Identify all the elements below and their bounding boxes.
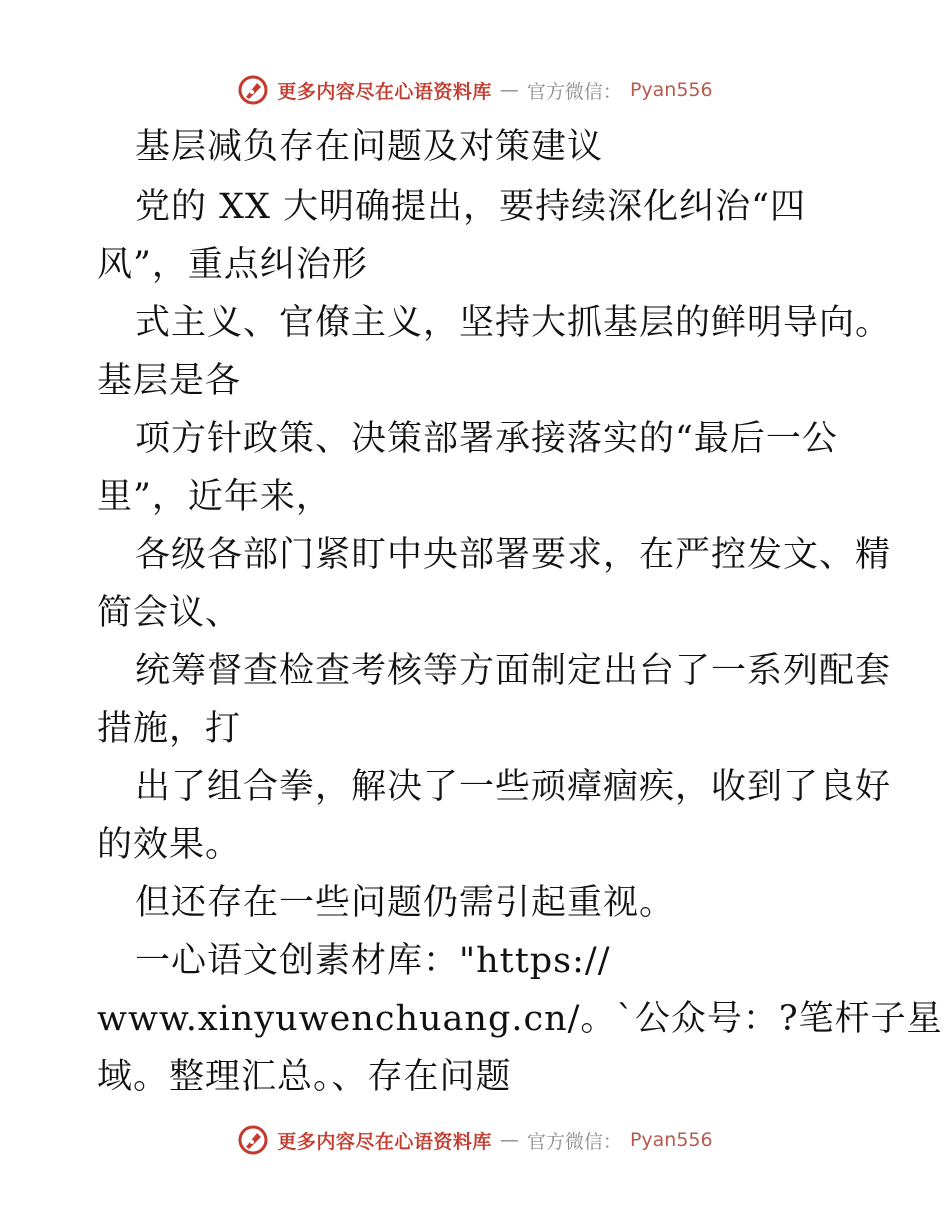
- text-line: 式主义、官僚主义，坚持大抓基层的鲜明导向。: [135, 303, 892, 343]
- banner-wechat-id: Pyan556: [629, 79, 713, 101]
- footer-banner: [0, 1120, 950, 1160]
- text-line: 各级各部门紧盯中央部署要求，在严控发文、精: [135, 535, 892, 575]
- document-title: 基层减负存在问题及对策建议: [135, 127, 604, 167]
- header-banner: [0, 70, 950, 110]
- text-line: 项方针政策、决策部署承接落实的“最后一公: [135, 419, 838, 459]
- text-line: 的效果。: [97, 825, 242, 865]
- banner-main-text: 更多内容尽在心语资料库: [277, 80, 492, 103]
- banner-separator: —: [499, 1129, 519, 1151]
- text-line: 党的 XX 大明确提出，要持续深化纠治“四: [135, 187, 806, 227]
- banner-official-label: 官方微信：: [526, 1130, 622, 1153]
- text-line: www.xinyuwenchuang.cn/。`公众号：?笔杆子星: [97, 999, 943, 1039]
- text-line: 风”，重点纠治形: [97, 245, 368, 285]
- pen-nib-logo-icon: [237, 1124, 269, 1156]
- text-line: 简会议、: [97, 593, 242, 633]
- text-line: 措施，打: [97, 709, 242, 749]
- text-line: 但还存在一些问题仍需引起重视。: [135, 883, 676, 923]
- banner-official-label: 官方微信：: [526, 80, 622, 103]
- pen-nib-logo-icon: [237, 74, 269, 106]
- banner-wechat-id: Pyan556: [629, 1129, 713, 1151]
- banner-separator: —: [499, 79, 519, 101]
- text-line: 里”，近年来，: [97, 477, 332, 517]
- banner-main-text: 更多内容尽在心语资料库: [277, 1130, 492, 1153]
- text-line: 基层是各: [97, 361, 242, 401]
- text-line: 域。整理汇总。、存在问题: [97, 1057, 512, 1097]
- text-line: 统筹督查检查考核等方面制定出台了一系列配套: [135, 651, 892, 691]
- text-line: 一心语文创素材库："https://: [135, 941, 611, 981]
- text-line: 出了组合拳，解决了一些顽瘴痼疾，收到了良好: [135, 767, 892, 807]
